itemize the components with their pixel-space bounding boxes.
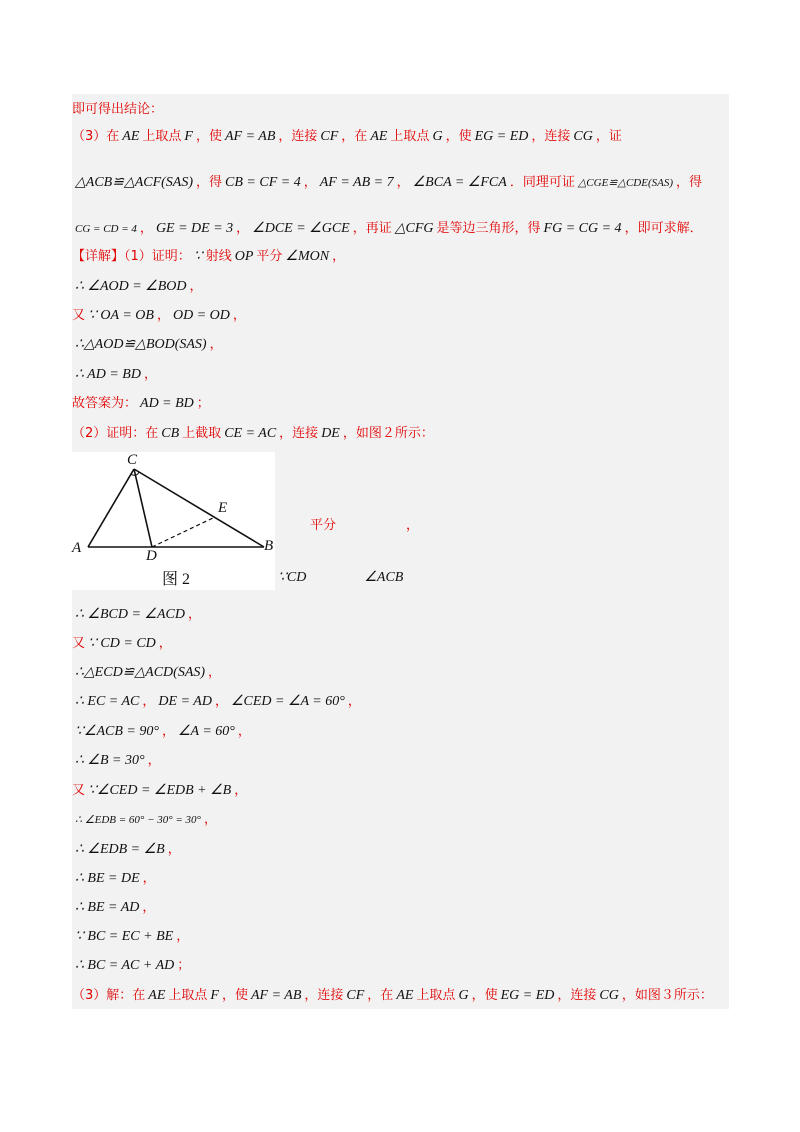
text-segment: ； — [196, 396, 210, 411]
text-line — [72, 927, 189, 947]
text-segment: 又 — [72, 308, 86, 323]
text-segment: 射线 — [205, 249, 232, 264]
math-expression: ∵∠ACB = 90° — [75, 724, 159, 739]
text-segment: ， — [142, 694, 156, 709]
math-expression: AE — [148, 988, 166, 1003]
math-expression: ∠ACB — [364, 570, 404, 585]
text-segment: ， — [156, 308, 170, 323]
text-segment: ．同理可证 — [509, 175, 575, 190]
math-expression: OD = OD — [172, 308, 230, 323]
text-line — [72, 335, 223, 355]
text-segment: ，得 — [196, 175, 223, 190]
text-line — [72, 247, 345, 267]
text-segment: 上取点 — [416, 988, 456, 1003]
text-segment: ，连接 — [304, 988, 344, 1003]
text-segment: ， — [176, 929, 190, 944]
math-expression: AF = AB — [224, 129, 276, 144]
text-segment: 平分 — [310, 518, 337, 533]
text-segment: ，再证 — [352, 221, 392, 236]
math-expression: ∵ BC = EC + BE — [75, 929, 174, 944]
math-expression: CE = AC — [224, 426, 277, 441]
math-expression: AF = AB — [250, 988, 302, 1003]
text-segment: ，连接 — [279, 426, 319, 441]
math-expression: GE = DE = 3 — [155, 221, 234, 236]
point-label-a: A — [72, 540, 82, 556]
math-expression: ∴ BC = AC + AD — [75, 958, 175, 973]
edge-ca — [88, 469, 134, 547]
text-line — [72, 751, 161, 771]
point-label-d: D — [146, 548, 157, 564]
math-expression: ∴ EC = AC — [75, 694, 140, 709]
math-expression: ∠BCA = ∠FCA — [412, 175, 507, 190]
text-line — [72, 840, 181, 860]
text-segment: ，使 — [445, 129, 472, 144]
text-segment: ，连接 — [278, 129, 318, 144]
text-line — [72, 605, 201, 625]
math-expression: DE — [321, 426, 340, 441]
text-line — [72, 219, 703, 239]
math-expression: F — [210, 988, 219, 1003]
text-segment: ， — [214, 694, 228, 709]
text-line — [72, 898, 155, 918]
text-segment: ， — [161, 724, 175, 739]
math-expression: CG = CD = 4 — [75, 223, 137, 235]
text-line — [72, 100, 163, 120]
math-expression: ∴ BE = DE — [75, 871, 140, 886]
text-segment: 上截取 — [182, 426, 222, 441]
text-line — [72, 424, 434, 444]
figure-caption: 图 2 — [162, 571, 191, 588]
math-expression: AE — [396, 988, 414, 1003]
text-segment: ， — [347, 694, 361, 709]
text-segment: ， — [396, 175, 410, 190]
text-segment: ， — [158, 636, 172, 651]
text-segment: ，如图２所示： — [342, 426, 434, 441]
text-segment: ， — [208, 665, 222, 680]
math-expression: AE — [122, 129, 140, 144]
math-expression: ∠CED = ∠A = 60° — [230, 694, 345, 709]
text-segment: 上取点 — [390, 129, 430, 144]
text-line — [72, 722, 251, 742]
math-expression: ∠MON — [285, 249, 330, 264]
text-segment: 平分 — [256, 249, 283, 264]
math-expression: FG = CG = 4 — [543, 221, 622, 236]
text-line — [72, 173, 702, 193]
text-segment: ， — [237, 724, 251, 739]
point-label-b: B — [264, 538, 274, 554]
text-line — [72, 277, 203, 297]
math-expression: ∠DCE = ∠GCE — [252, 221, 350, 236]
math-expression: EG = ED — [474, 129, 529, 144]
math-expression: CB — [161, 426, 180, 441]
text-line — [72, 127, 622, 147]
text-line — [72, 663, 221, 683]
math-expression: ∵ CD = CD — [88, 636, 156, 651]
math-expression: △CFG — [394, 221, 434, 236]
math-expression: ∵ — [193, 249, 203, 264]
text-segment: 又 — [72, 636, 86, 651]
text-segment: 上取点 — [168, 988, 208, 1003]
text-segment: ， — [332, 249, 346, 264]
text-line — [72, 306, 246, 326]
text-segment: ，使 — [221, 988, 248, 1003]
segment-de-dashed — [152, 517, 215, 547]
text-segment: 上取点 — [142, 129, 182, 144]
text-segment: ， — [203, 812, 217, 827]
math-expression: AF = AB = 7 — [319, 175, 394, 190]
text-segment: ，连接 — [531, 129, 571, 144]
text-segment: ， — [303, 175, 317, 190]
text-segment: ， — [406, 518, 420, 533]
text-segment: ， — [189, 279, 203, 294]
math-expression: DE = AD — [158, 694, 212, 709]
text-line — [275, 568, 406, 588]
text-line — [72, 365, 157, 385]
text-segment: ，连接 — [557, 988, 597, 1003]
text-segment: （1）证明： — [124, 249, 191, 264]
math-expression: G — [432, 129, 443, 144]
math-expression: ∴ ∠EDB = 60° − 30° = 30° — [75, 814, 201, 826]
text-line — [310, 516, 419, 536]
text-segment: ，得 — [676, 175, 703, 190]
math-expression: ∴△AOD≌△BOD(SAS) — [75, 337, 207, 352]
text-segment: ， — [143, 367, 157, 382]
math-expression: ∵ OA = OB — [88, 308, 154, 323]
text-segment: 故答案为： — [72, 396, 138, 411]
text-segment: ，在 — [341, 129, 368, 144]
text-segment: ， — [139, 221, 153, 236]
math-expression: ∴ ∠AOD = ∠BOD — [75, 279, 187, 294]
text-segment: ，如图３所示： — [621, 988, 713, 1003]
text-segment: ， — [187, 607, 201, 622]
text-line — [72, 692, 361, 712]
text-line — [72, 634, 172, 654]
math-expression: CF — [346, 988, 365, 1003]
math-expression: CF — [320, 129, 339, 144]
text-line — [72, 810, 217, 830]
edge-cb — [134, 469, 264, 547]
text-segment: ，在 — [367, 988, 394, 1003]
text-segment: ， — [232, 308, 246, 323]
text-line — [72, 956, 190, 976]
text-segment: ， — [209, 337, 223, 352]
math-expression: ∴△ECD≌△ACD(SAS) — [75, 665, 206, 680]
math-expression: OP — [234, 249, 254, 264]
text-segment: 即可得出结论： — [72, 102, 164, 117]
text-segment: 又 — [72, 783, 86, 798]
text-line — [72, 869, 156, 889]
text-segment: ， — [236, 221, 250, 236]
segment-cd — [134, 469, 152, 547]
math-expression: ∠A = 60° — [177, 724, 235, 739]
math-expression: CG — [599, 988, 619, 1003]
text-line — [72, 781, 247, 801]
math-expression: F — [184, 129, 193, 144]
point-label-c: C — [127, 452, 138, 468]
text-line — [72, 394, 210, 414]
text-line — [72, 986, 713, 1006]
text-segment: 【详解】 — [72, 249, 125, 264]
math-expression: AE — [370, 129, 388, 144]
text-segment: （2）证明：在 — [72, 426, 159, 441]
text-segment: ， — [147, 753, 161, 768]
text-segment: ， — [142, 871, 156, 886]
math-expression: △ACB≌△ACF(SAS) — [75, 175, 194, 190]
text-segment: ， — [167, 842, 181, 857]
math-expression: G — [458, 988, 469, 1003]
math-expression: △CGE≌△CDE(SAS) — [577, 177, 674, 189]
figure-2 — [72, 452, 275, 590]
math-expression: ∵∠CED = ∠EDB + ∠B — [88, 783, 232, 798]
math-expression: CG — [573, 129, 593, 144]
text-segment: ，证 — [595, 129, 622, 144]
math-expression: ∴ BE = AD — [75, 900, 140, 915]
math-expression: CB = CF = 4 — [225, 175, 301, 190]
math-expression: ∵CD — [278, 570, 307, 585]
text-segment: ； — [177, 958, 191, 973]
document-page — [72, 94, 729, 1009]
math-expression: ∴ ∠BCD = ∠ACD — [75, 607, 185, 622]
math-expression: AD = BD — [140, 396, 194, 411]
math-expression: ∴ AD = BD — [75, 367, 141, 382]
text-segment: 是等边三角形，得 — [436, 221, 541, 236]
text-segment: ，即可求解． — [624, 221, 703, 236]
text-segment: （3）在 — [72, 129, 120, 144]
text-segment: ，使 — [195, 129, 222, 144]
math-expression: ∴ ∠EDB = ∠B — [75, 842, 165, 857]
text-segment: ， — [234, 783, 248, 798]
text-segment: ， — [142, 900, 156, 915]
text-segment: ，使 — [471, 988, 498, 1003]
math-expression: EG = ED — [500, 988, 555, 1003]
text-segment: （3）解：在 — [72, 988, 146, 1003]
point-label-e: E — [218, 500, 228, 516]
math-expression: ∴ ∠B = 30° — [75, 753, 145, 768]
